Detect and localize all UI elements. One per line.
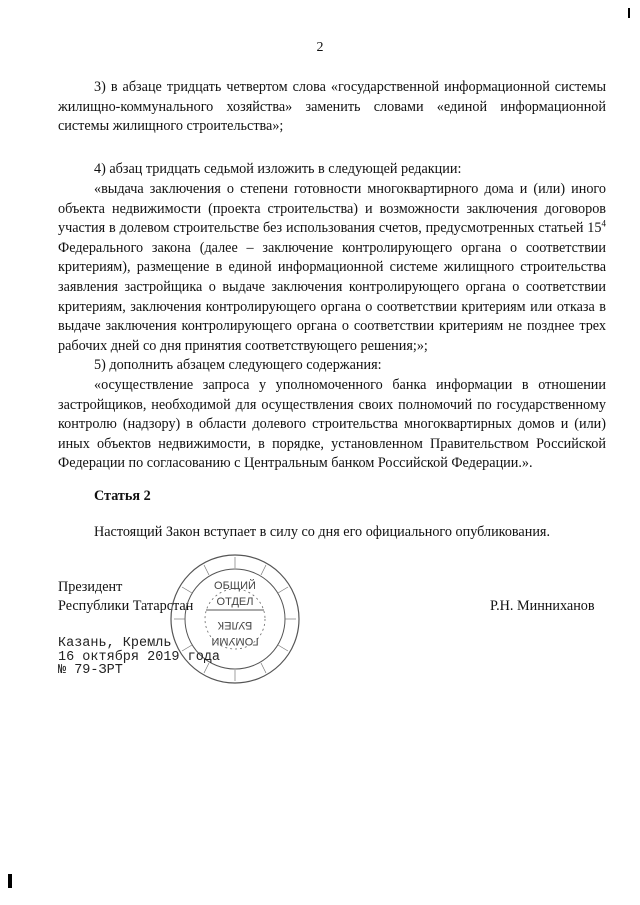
article-2-heading: Статья 2 <box>94 488 151 504</box>
article-2-text: Настоящий Закон вступает в силу со дня его официального опубликования. <box>94 524 550 540</box>
item-3-paragraph: 3) в абзаце тридцать четвертом слова «государственной информационной системы жилищно-коммунального хозяйства» заменить словами «единой информационной системы жилищного строительства»; <box>58 79 606 135</box>
item-4-intro: 4) абзац тридцать седьмой изложить в следующей редакции: <box>94 161 462 177</box>
stamp-line-2: ОТДЕЛ <box>216 596 254 608</box>
stamp-line-1: ОБЩИЙ <box>214 580 256 592</box>
signature-title-line-2: Республики Татарстан <box>58 598 194 614</box>
item-5-quote: «осуществление запроса у уполномоченного банка информации в отношении застройщиков, необходимой для осуществления своих полномочий по государственному контролю (надзору) в области долевого строительства многоквартирных домов и (или) иных объектов недвижимости, в порядке, установленном Правительством Российской Федерации по согласованию с Центральным банком Российской Федерации.». <box>58 377 606 472</box>
official-stamp <box>168 552 302 686</box>
scan-edge-mark-top <box>628 8 630 18</box>
page-number: 2 <box>316 40 324 55</box>
scan-edge-mark-bottom <box>8 874 12 888</box>
signature-title-line-1: Президент <box>58 579 123 595</box>
date: 16 октября 2019 года <box>58 650 221 665</box>
item-5-intro: 5) дополнить абзацем следующего содержания: <box>94 357 382 373</box>
stamp-line-4: ГОМУМИ <box>211 635 259 647</box>
item-4-superscript: 4 <box>601 218 606 229</box>
item-4-quote-part-b: Федерального закона (далее – заключение контролирующего органа о соответствии критериям), размещение в единой информационной системе жилищного строительства заявления застройщика о выдаче заключения контролирующего органа о соответствии критериям, заключения контролирующего органа о соответствии критериям или отказа в выдаче заключения контролирующего органа о соответствии критериям не позднее трех рабочих дней со дня принятия соответствующего решения;»; <box>58 239 606 354</box>
stamp-line-3: БУЛЕК <box>217 619 253 631</box>
item-4-quote-part-a: «выдача заключения о степени готовности многоквартирного дома и (или) иного объекта недвижимости (проекта строительства) и возможности заключения договоров участия в долевом строительстве без использования счетов, предусмотренных статьей 15 <box>58 181 606 237</box>
item-4-quote <box>58 180 606 356</box>
document-number: № 79-ЗРТ <box>58 663 123 678</box>
signature-name: Р.Н. Минниханов <box>490 598 595 614</box>
place: Казань, Кремль <box>58 636 172 651</box>
